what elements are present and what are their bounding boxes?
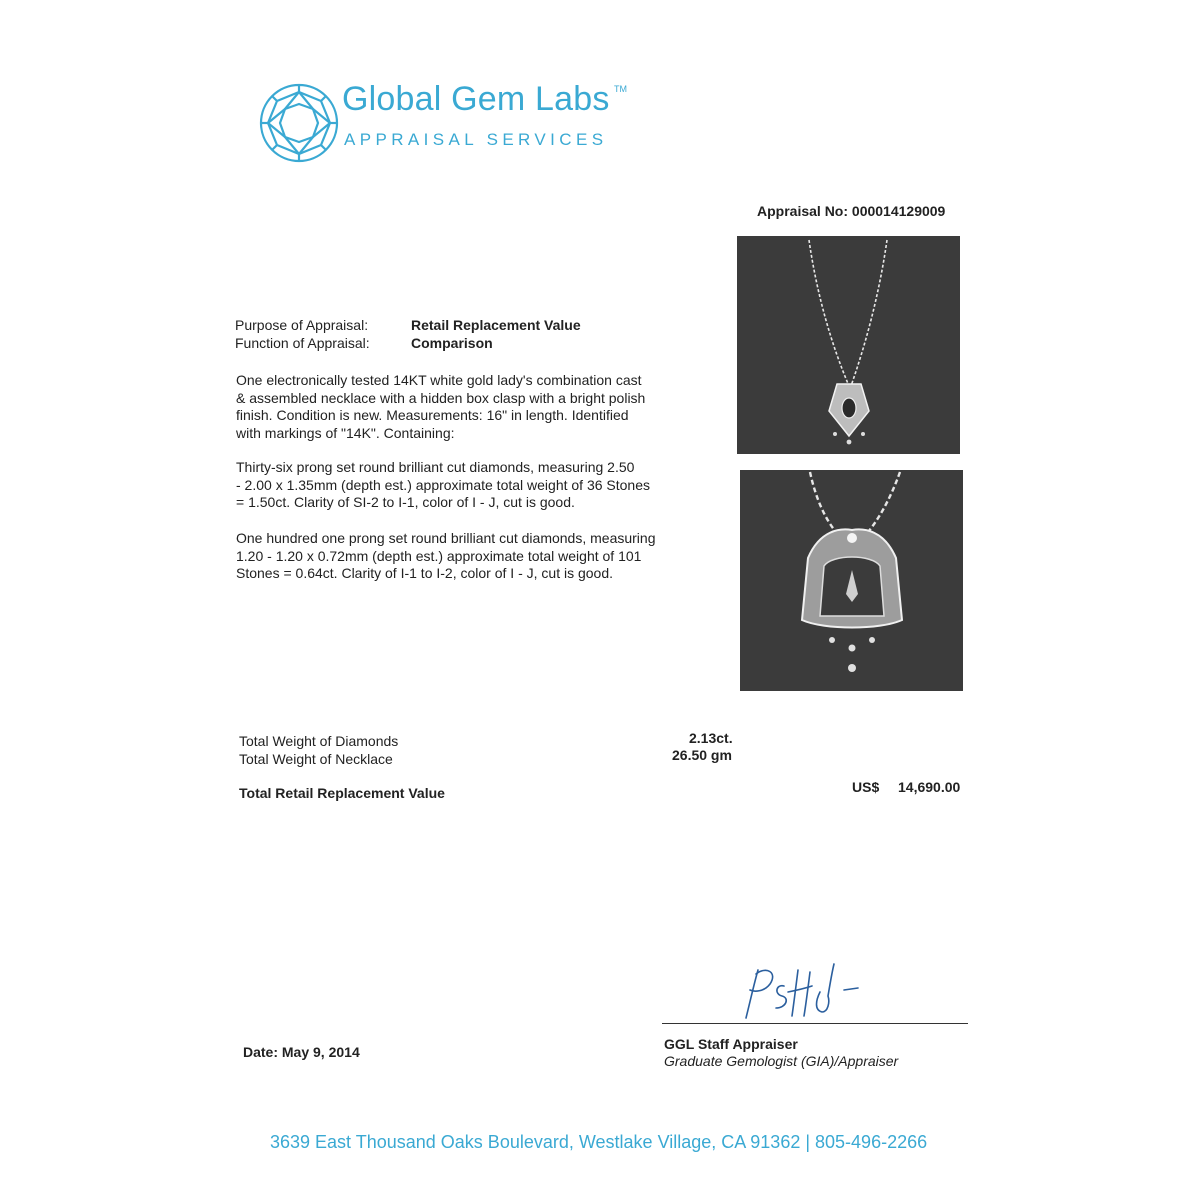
necklace-photo-closeup (740, 470, 963, 691)
description-line: - 2.00 x 1.35mm (depth est.) approximate total weight of 36 Stones (236, 476, 650, 493)
function-value: Comparison (411, 335, 493, 351)
function-label: Function of Appraisal: (235, 335, 370, 351)
stones-description-1 (236, 459, 706, 512)
footer-address: 3639 East Thousand Oaks Boulevard, Westlake Village, CA 91362 | 805-496-2266 (270, 1132, 928, 1152)
description-line: & assembled necklace with a hidden box clasp with a bright polish (236, 389, 646, 406)
appraiser-credentials: Graduate Gemologist (GIA)/Appraiser (664, 1053, 899, 1069)
description-line: finish. Condition is new. Measurements: 16" in length. Identified (236, 407, 629, 424)
description-line: One electronically tested 14KT white gold lady's combination cast (236, 372, 642, 388)
total-retail-value-label: Total Retail Replacement Value (239, 785, 445, 801)
total-weight-diamonds-label: Total Weight of Diamonds (239, 733, 399, 749)
description-line: Stones = 0.64ct. Clarity of I-1 to I-2, color of I - J, cut is good. (236, 565, 614, 582)
round-diamond-icon (258, 82, 340, 164)
description-line: Thirty-six prong set round brilliant cut diamonds, measuring 2.50 (236, 459, 635, 475)
brand-name: Global Gem Labs (342, 80, 610, 118)
description-line: One hundred one prong set round brilliant cut diamonds, measuring (236, 530, 656, 546)
stones-description-2 (236, 530, 706, 583)
description-line: with markings of "14K". Containing: (236, 424, 455, 441)
appraisal-number: Appraisal No: 000014129009 (757, 203, 946, 219)
item-description (236, 372, 706, 442)
purpose-value: Retail Replacement Value (411, 317, 581, 333)
purpose-row (235, 317, 715, 335)
description-line: = 1.50ct. Clarity of SI-2 to I-1, color of I - J, cut is good. (236, 494, 575, 511)
appraiser-title: GGL Staff Appraiser (664, 1036, 798, 1052)
appraisal-date: Date: May 9, 2014 (243, 1044, 360, 1060)
total-weight-necklace-value: 26.50 gm (672, 747, 732, 763)
purpose-label: Purpose of Appraisal: (235, 317, 369, 333)
trademark: TM (614, 84, 627, 94)
signature-line (662, 1023, 968, 1024)
total-weight-diamonds-value: 2.13ct. (689, 730, 733, 746)
currency: US$ (852, 779, 880, 795)
total-weight-necklace-label: Total Weight of Necklace (239, 751, 393, 767)
brand-subtitle: APPRAISAL SERVICES (344, 130, 608, 149)
function-row (235, 335, 715, 353)
necklace-photo-full (737, 236, 960, 454)
appraiser-signature (732, 962, 882, 1024)
total-retail-value: 14,690.00 (898, 779, 961, 795)
description-line: 1.20 - 1.20 x 0.72mm (depth est.) approximate total weight of 101 (236, 547, 642, 564)
